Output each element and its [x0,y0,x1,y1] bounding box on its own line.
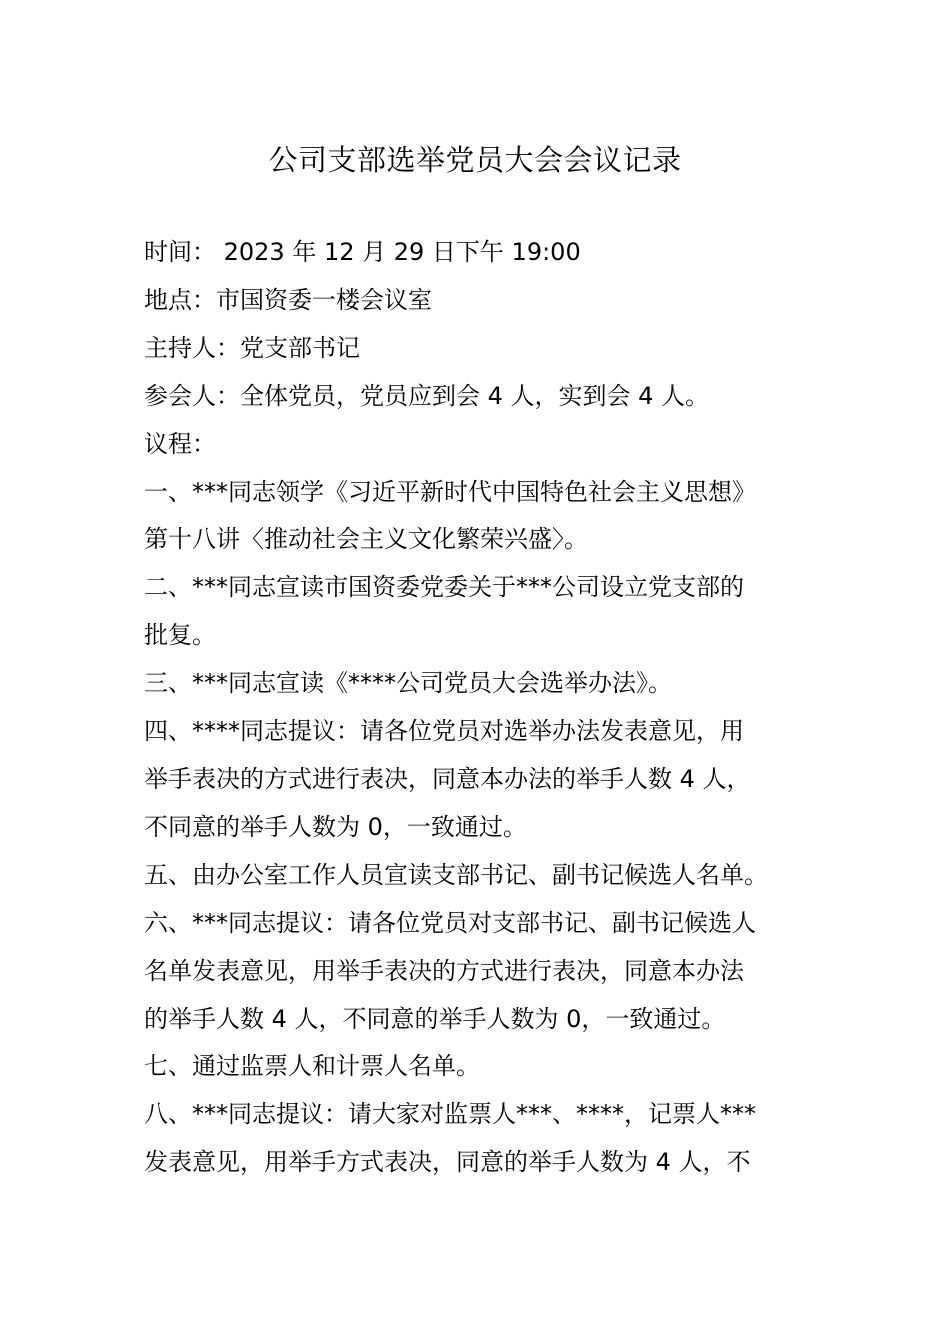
agenda-item-3-line-1: 三、***同志宣读《****公司党员大会选举办法》。 [144,669,672,698]
agenda-item-1-line-1: 一、***同志领学《习近平新时代中国特色社会主义思想》 [144,477,756,506]
agenda-item-4-line-1: 四、****同志提议：请各位党员对选举办法发表意见，用 [144,717,744,746]
meeting-time: 时间： 2023 年 12 月 29 日下午 19:00 [144,238,581,266]
agenda-item-5-line-1: 五、由办公室工作人员宣读支部书记、副书记候选人名单。 [144,860,768,889]
agenda-item-7-line-1: 七、通过监票人和计票人名单。 [144,1052,480,1081]
agenda-item-6-line-3: 的举手人数 4 人，不同意的举手人数为 0，一致通过。 [144,1004,726,1033]
meeting-host: 主持人：党支部书记 [144,333,360,362]
agenda-item-2-line-1: 二、***同志宣读市国资委党委关于***公司设立党支部的 [144,573,744,602]
agenda-item-6-line-1: 六、***同志提议：请各位党员对支部书记、副书记候选人 [144,908,756,937]
agenda-item-2-line-2: 批复。 [144,621,216,650]
document-body [144,229,808,1187]
meeting-attendees: 参会人：全体党员，党员应到会 4 人，实到会 4 人。 [144,381,710,410]
agenda-item-6-line-2: 名单发表意见，用举手表决的方式进行表决，同意本办法 [144,956,744,985]
agenda-item-8-line-2: 发表意见，用举手方式表决，同意的举手人数为 4 人，不 [144,1148,751,1177]
document-title: 公司支部选举党员大会会议记录 [268,143,682,177]
agenda-item-4-line-3: 不同意的举手人数为 0，一致通过。 [144,812,527,841]
agenda-item-4-line-2: 举手表决的方式进行表决，同意本办法的举手人数 4 人， [144,764,751,793]
meeting-place: 地点：市国资委一楼会议室 [144,285,432,314]
agenda-item-1-line-2: 第十八讲〈推动社会主义文化繁荣兴盛〉。 [144,525,588,554]
agenda-label: 议程： [144,429,216,458]
agenda-item-8-line-1: 八、***同志提议：请大家对监票人***、****，记票人*** [144,1100,756,1129]
